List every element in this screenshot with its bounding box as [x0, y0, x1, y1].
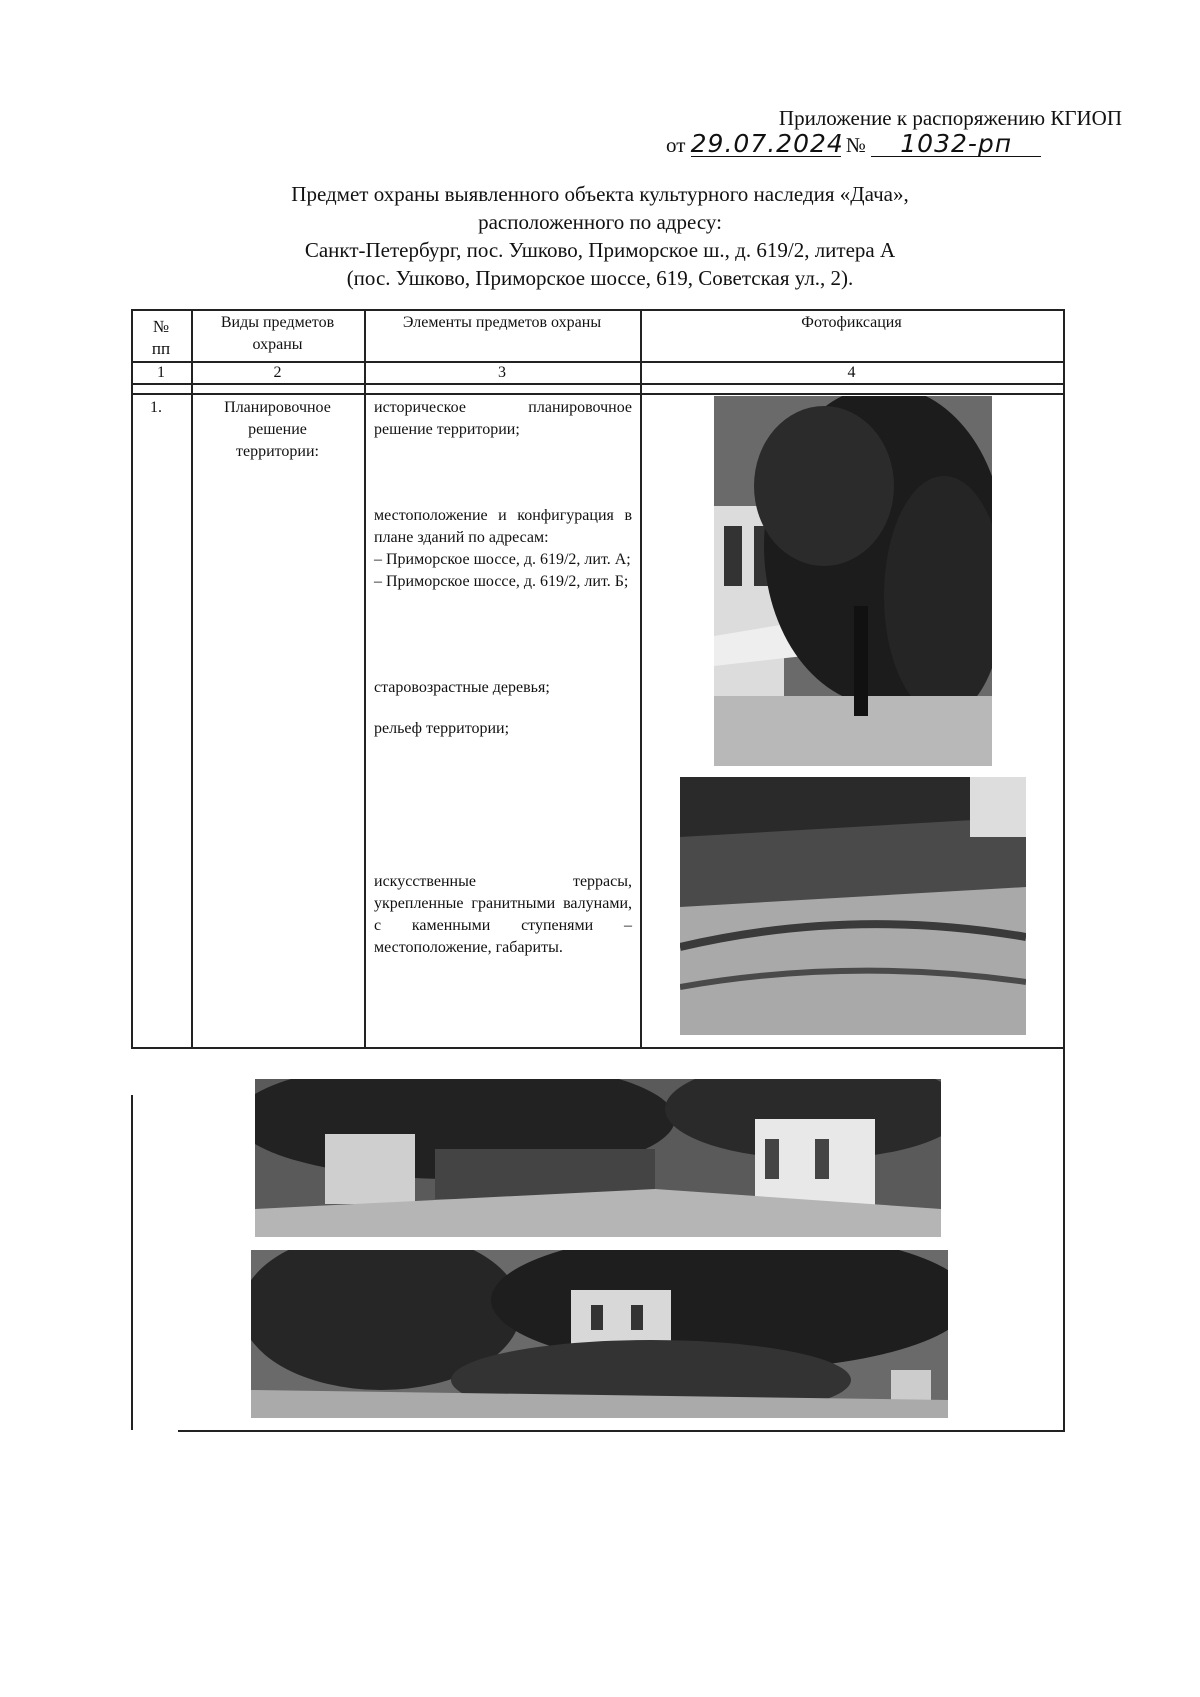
col-number-1: 1: [157, 364, 165, 381]
element-2-item-1: – Приморское шоссе, д. 619/2, лит. А;: [374, 551, 631, 568]
header-num-sign: №: [152, 317, 170, 336]
order-line: [666, 129, 1041, 158]
photo-street-view: [255, 1079, 941, 1237]
photo-terraces: [680, 777, 1026, 1035]
row1-number: 1.: [150, 399, 162, 416]
header-num: [131, 316, 191, 360]
col-number-2: 2: [273, 364, 282, 381]
col-number-3: 3: [498, 364, 506, 381]
header-num-pp: пп: [151, 339, 171, 358]
row1-kind: Планировочное решение территории:: [224, 399, 331, 460]
row1-element-3: старовозрастные деревья;: [374, 679, 550, 696]
col-number-4: 4: [847, 364, 856, 381]
row1-element-2: [374, 505, 632, 593]
header-kinds: Виды предметов охраны: [220, 314, 335, 353]
row1-element-1: историческое планировочное решение территории;: [374, 399, 632, 438]
photo-dacha-building: [714, 396, 992, 766]
title-line-1: Предмет охраны выявленного объекта культурного наследия «Дача»,: [291, 182, 909, 206]
header-photo: Фотофиксация: [801, 314, 902, 331]
order-number: 1032-рп: [871, 132, 1041, 157]
element-2-item-2: – Приморское шоссе, д. 619/2, лит. Б;: [374, 573, 629, 590]
order-date: 29.07.2024: [690, 129, 844, 158]
appendix-line: [779, 106, 1122, 131]
title-line-3: Санкт-Петербург, пос. Ушково, Приморское ш., д. 619/2, литера А: [304, 238, 896, 262]
appendix-text: Приложение к распоряжению КГИОП: [778, 106, 1122, 130]
row1-element-4: рельеф территории;: [374, 720, 510, 737]
number-sign: №: [845, 133, 866, 157]
document-title: [180, 180, 1020, 292]
photo-garden-view: [251, 1250, 948, 1418]
title-line-4: (пос. Ушково, Приморское шоссе, 619, Советская ул., 2).: [346, 266, 854, 290]
header-elements: Элементы предметов охраны: [402, 314, 602, 331]
element-2-intro: местоположение и конфигурация в плане зданий по адресам:: [374, 507, 632, 546]
from-label: от: [666, 133, 686, 157]
title-line-2: расположенного по адресу:: [478, 210, 722, 234]
row1-element-5: искусственные террасы, укрепленные гранитными валунами, с каменными ступенями – местоположение, габариты.: [374, 873, 632, 956]
